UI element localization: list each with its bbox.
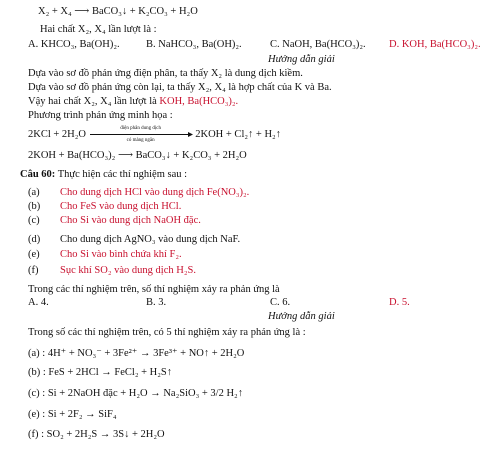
reaction-e: (e) : Si + 2F₂ → SiF₄ [28, 409, 117, 420]
option-b: B. NaHCO₃, Ba(OH)₂. [146, 39, 242, 50]
arrow-label-top: điện phân dung dịch [120, 126, 161, 132]
question-text: Thực hiện các thí nghiệm sau : [55, 169, 188, 180]
explanation-line [28, 95, 238, 108]
answer-option-c: C. 6. [270, 297, 291, 308]
electrolysis-equation [28, 126, 281, 144]
option-d: D. KOH, Ba(HCO₃)₂. [389, 39, 481, 50]
answer-highlight: KOH, Ba(HCO₃)₂. [159, 96, 239, 107]
experiment-item: Cho Si vào bình chứa khí F₂. [60, 249, 182, 260]
experiment-tag: (b) [28, 201, 41, 212]
explanation-line: Phương trình phản ứng minh họa : [28, 110, 173, 121]
equation-line: 2KOH + Ba(HCO₃)₂ ⟶ BaCO₃↓ + K₂CO₃ + 2H₂O [28, 150, 247, 161]
solution-heading: Hướng dẫn giải [268, 311, 335, 322]
reaction-f: (f) : SO₂ + 2H₂S → 3S↓ + 2H₂O [28, 429, 165, 440]
experiment-item: Cho Si vào dung dịch NaOH đặc. [60, 215, 201, 226]
experiment-item: Sục khí SO₂ vào dung dịch H₂S. [60, 265, 196, 276]
question-header [20, 168, 187, 181]
experiment-tag: (e) [28, 249, 40, 260]
long-arrow-icon [89, 131, 193, 138]
answer-option-a: A. 4. [28, 297, 49, 308]
reaction-c: (c) : Si + 2NaOH đặc + H₂O → Na₂SiO₃ + 3/2 H₂↑ [28, 388, 243, 399]
answer-option-b: B. 3. [146, 297, 167, 308]
explanation-line: Dựa vào sơ đồ phản ứng còn lại, ta thấy X₂, X₄ là hợp chất của K và Ba. [28, 82, 332, 93]
experiment-item: Cho FeS vào dung dịch HCl. [60, 201, 182, 212]
equation-line: X₂ + X₄ ⟶ BaCO₃↓ + K₂CO₃ + H₂O [38, 6, 198, 17]
explanation-text: Vậy hai chất X₂, X₄ lần lượt là [28, 96, 160, 107]
experiment-tag: (c) [28, 215, 40, 226]
question-stem: Hai chất X₂, X₄ lần lượt là : [40, 24, 157, 35]
experiment-item: Cho dung dịch AgNO₃ vào dung dịch NaF. [60, 234, 241, 245]
solution-heading: Hướng dẫn giải [268, 54, 335, 65]
question-stem: Trong các thí nghiệm trên, số thí nghiệm xảy ra phản ứng là [28, 284, 280, 295]
experiment-tag: (a) [28, 187, 40, 198]
option-c: C. NaOH, Ba(HCO₃)₂. [270, 39, 366, 50]
question-number: Câu 60: [20, 169, 56, 180]
equation-right: 2KOH + Cl₂↑ + H₂↑ [195, 129, 281, 140]
experiment-tag: (d) [28, 234, 41, 245]
experiment-tag: (f) [28, 265, 39, 276]
option-a: A. KHCO₃, Ba(OH)₂. [28, 39, 120, 50]
reaction-b: (b) : FeS + 2HCl → FeCl₂ + H₂S↑ [28, 367, 173, 378]
arrow-label-bottom: có màng ngăn [126, 138, 155, 144]
reaction-a: (a) : 4H⁺ + NO₃⁻ + 3Fe²⁺ → 3Fe³⁺ + NO↑ + 2H₂O [28, 348, 245, 359]
equation-left: 2KCl + 2H₂O [28, 129, 87, 140]
explanation-line: Dựa vào sơ đồ phản ứng điện phân, ta thấy X₂ là dung dịch kiềm. [28, 68, 303, 79]
reaction-arrow [89, 126, 193, 144]
answer-option-d: D. 5. [389, 297, 410, 308]
experiment-item: Cho dung dịch HCl vào dung dịch Fe(NO₃)₂. [60, 187, 250, 198]
explanation-line: Trong số các thí nghiệm trên, có 5 thí nghiệm xảy ra phản ứng là : [28, 327, 306, 338]
